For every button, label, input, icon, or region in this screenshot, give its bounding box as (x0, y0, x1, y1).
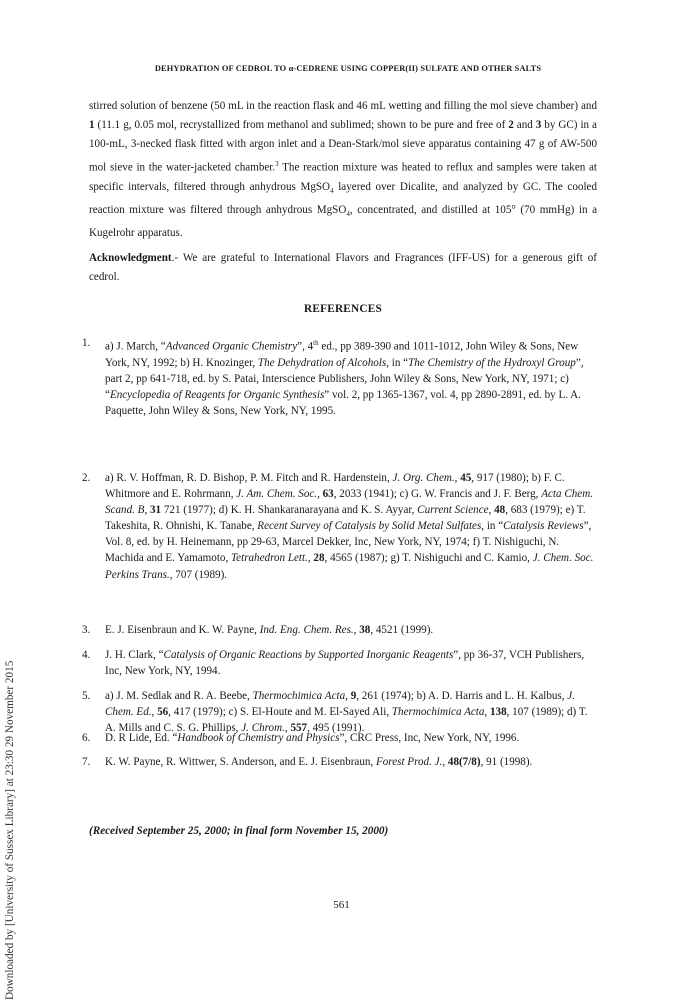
reference-list (82, 335, 594, 778)
reference-item: 6. D. R Lide, Ed. “Handbook of Chemistry and Physics”, CRC Press, Inc, New York, NY, 1996. (82, 732, 520, 744)
page-number: 561 (333, 899, 350, 911)
reference-item: 1. a) J. March, “Advanced Organic Chemistry”, 4th ed., pp 389-390 and 1011-1012, John Wiley & Sons, New York, NY, 1992; b) H. Knozinger, The Dehydration of Alcohols, in “The Chemistry of the Hydroxyl Group”, part 2, pp 641-718, ed. by S. Patai, Interscience Publishers, John Wiley & Sons, New York, NY, 1971; c) “Encyclopedia of Reagents for Organic Synthesis” vol. 2, pp 1365-1367, vol. 4, pp 2890-2891, ed. by L. A. Paquette, John Wiley & Sons, New York, NY, 1995. (82, 337, 584, 418)
reference-item: 7. K. W. Payne, R. Wittwer, S. Anderson, and E. J. Eisenbraun, Forest Prod. J., 48(7/8), 91 (1998). (82, 756, 533, 768)
reference-item: 2. a) R. V. Hoffman, R. D. Bishop, P. M. Fitch and R. Hardenstein, J. Org. Chem., 45, 917 (1980); b) F. C. Whitmore and E. Rohrmann, J. Am. Chem. Soc., 63, 2033 (1941); c) G. W. Francis and J. F. Berg, Acta Chem. Scand. B, 31 721 (1977); d) K. H. Shankaranarayana and K. S. Ayyar, Current Science, 48, 683 (1979); e) T. Takeshita, R. Ohnishi, K. Tanabe, Recent Survey of Catalysis by Solid Metal Sulfates, in “Catalysis Reviews”, Vol. 8, ed. by H. Heinemann, pp 29-63, Marcel Dekker, Inc, New York, NY, 1974; f) T. Nishiguchi, N. Machida and E. Yamamoto, Tetrahedron Lett., 28, 4565 (1987); g) T. Nishiguchi and C. Kamio, J. Chem. Soc. Perkins Trans., 707 (1989). (82, 472, 594, 581)
acknowledgment-heading: Acknowledgment (89, 252, 172, 264)
experimental-paragraph: stirred solution of benzene (50 mL in the reaction flask and 46 mL wetting and filling the mol sieve chamber) and 1 (11.1 g, 0.05 mol, recrystallized from methanol and sublimed; shown to be pure and free of 2 and 3 by GC) in a 100-mL, 3-necked flask fitted with argon inlet and a Dean-Stark/mol sieve apparatus containing 47 g of AW-500 mol sieve in the water-jacketed chamber.$^3$ The reaction mixture was heated to reflux and samples were taken at specific intervals, filtered through anhydrous MgSO$_4$ layered over Dicalite, and analyzed by GC. The cooled reaction mixture was filtered through anhydrous MgSO$_4$, concentrated, and distilled at 105° (70 mmHg) in a Kugelrohr apparatus. (89, 100, 598, 240)
running-head: DEHYDRATION OF CEDROL TO α-CEDRENE USING COPPER(II) SULFATE AND OTHER SALTS (154, 64, 542, 73)
received-date-note: (Received September 25, 2000; in final form November 15, 2000) (89, 825, 389, 837)
acknowledgment-paragraph: Acknowledgment.- We are grateful to International Flavors and Fragrances (IFF-US) for a generous gift of cedrol. (89, 252, 597, 284)
download-watermark: Downloaded by [University of Sussex Library] at 23:30 29 November 2015 (4, 660, 16, 1000)
reference-item: 5. a) J. M. Sedlak and R. A. Beebe, Thermochimica Acta, 9, 261 (1974); b) A. D. Harris and L. H. Kalbus, J. Chem. Ed., 56, 417 (1979); c) S. El-Houte and M. El-Sayed Ali, Thermochimica Acta, 138, 107 (1989); d) T. A. Mills and C. S. G. Phillips, J. Chrom., 557, 495 (1991). (82, 690, 588, 735)
reference-item: 4. J. H. Clark, “Catalysis of Organic Reactions by Supported Inorganic Reagents”, pp 36-37, VCH Publishers, Inc, New York, NY, 1994. (82, 649, 585, 678)
reference-item: 3. E. J. Eisenbraun and K. W. Payne, Ind. Eng. Chem. Res., 38, 4521 (1999). (82, 624, 434, 636)
references-heading: REFERENCES (304, 303, 382, 315)
